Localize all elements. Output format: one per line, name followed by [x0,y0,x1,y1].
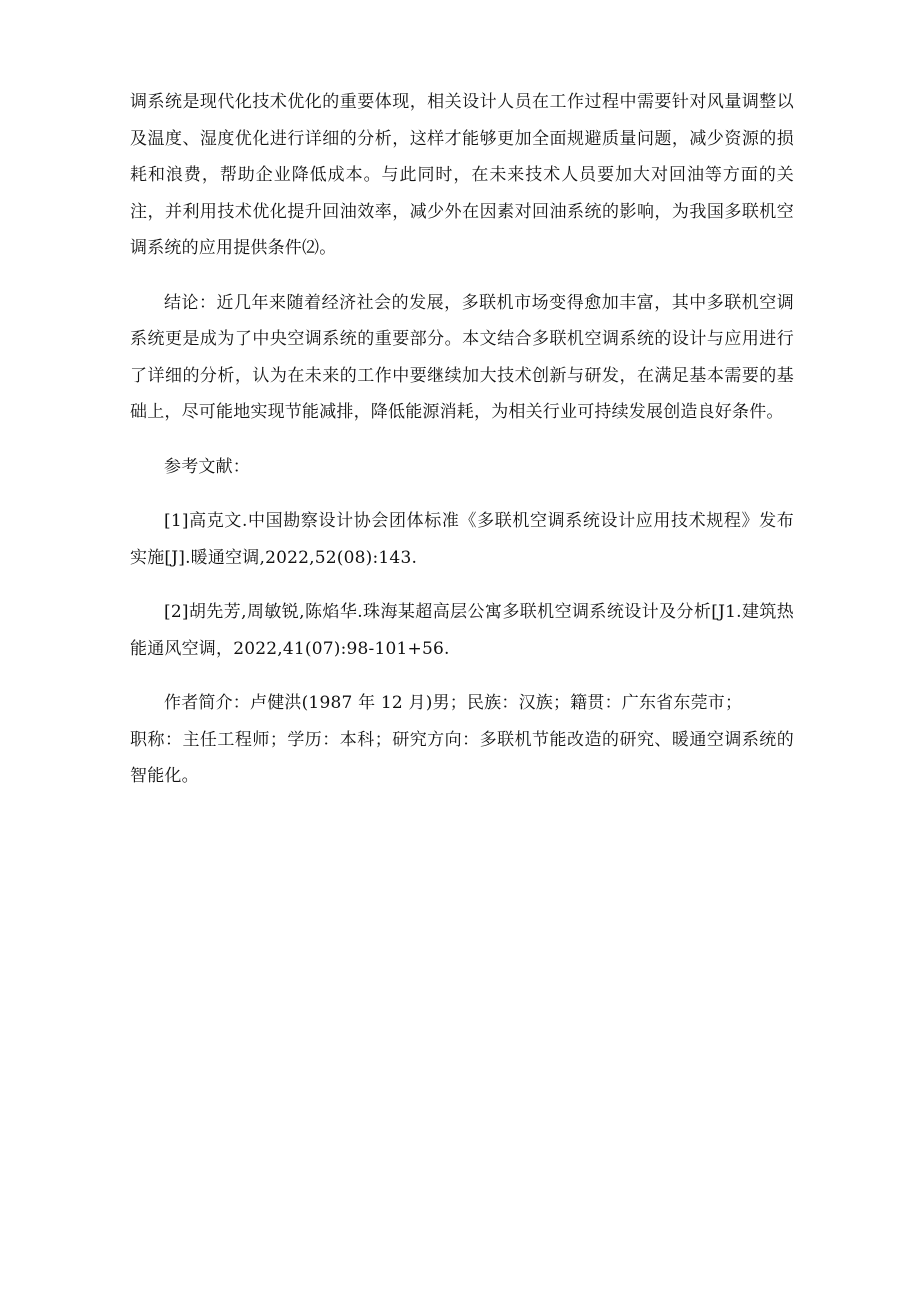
author-bio [130,685,794,795]
document-page [130,84,794,795]
body-paragraph-continuation: 调系统是现代化技术优化的重要体现，相关设计人员在工作过程中需要针对风量调整以及温度、湿度优化进行详细的分析，这样才能够更加全面规避质量问题，减少资源的损耗和浪费，帮助企业降低成本。与此同时，在未来技术人员要加大对回油等方面的关注，并利用技术优化提升回油效率，减少外在因素对回油系统的影响，为我国多联机空调系统的应用提供条件⑵。 [130,92,794,258]
references-section [130,449,794,668]
conclusion-paragraph: 结论：近几年来随着经济社会的发展，多联机市场变得愈加丰富，其中多联机空调系统更是成为了中央空调系统的重要部分。本文结合多联机空调系统的设计与应用进行了详细的分析，认为在未来的工作中要继续加大技术创新与研发，在满足基本需要的基础上，尽可能地实现节能减排，降低能源消耗，为相关行业可持续发展创造良好条件。 [130,292,794,422]
author-bio-line-1: 作者简介：卢健洪(1987 年 12 月)男；民族：汉族；籍贯：广东省东莞市； [164,693,743,713]
reference-item-2: [2]胡先芳,周敏锐,陈焰华.珠海某超高层公寓多联机空调系统设计及分析[J1.建筑热能通风空调，2022,41(07):98-101+56. [130,602,794,659]
reference-item-1: [1]高克文.中国勘察设计协会团体标准《多联机空调系统设计应用技术规程》发布实施[J].暖通空调,2022,52(08):143. [130,511,794,568]
author-bio-line-2: 职称：主任工程师；学历：本科；研究方向：多联机节能改造的研究、暖通空调系统的智能化。 [130,729,794,786]
references-heading: 参考文献： [164,456,250,477]
